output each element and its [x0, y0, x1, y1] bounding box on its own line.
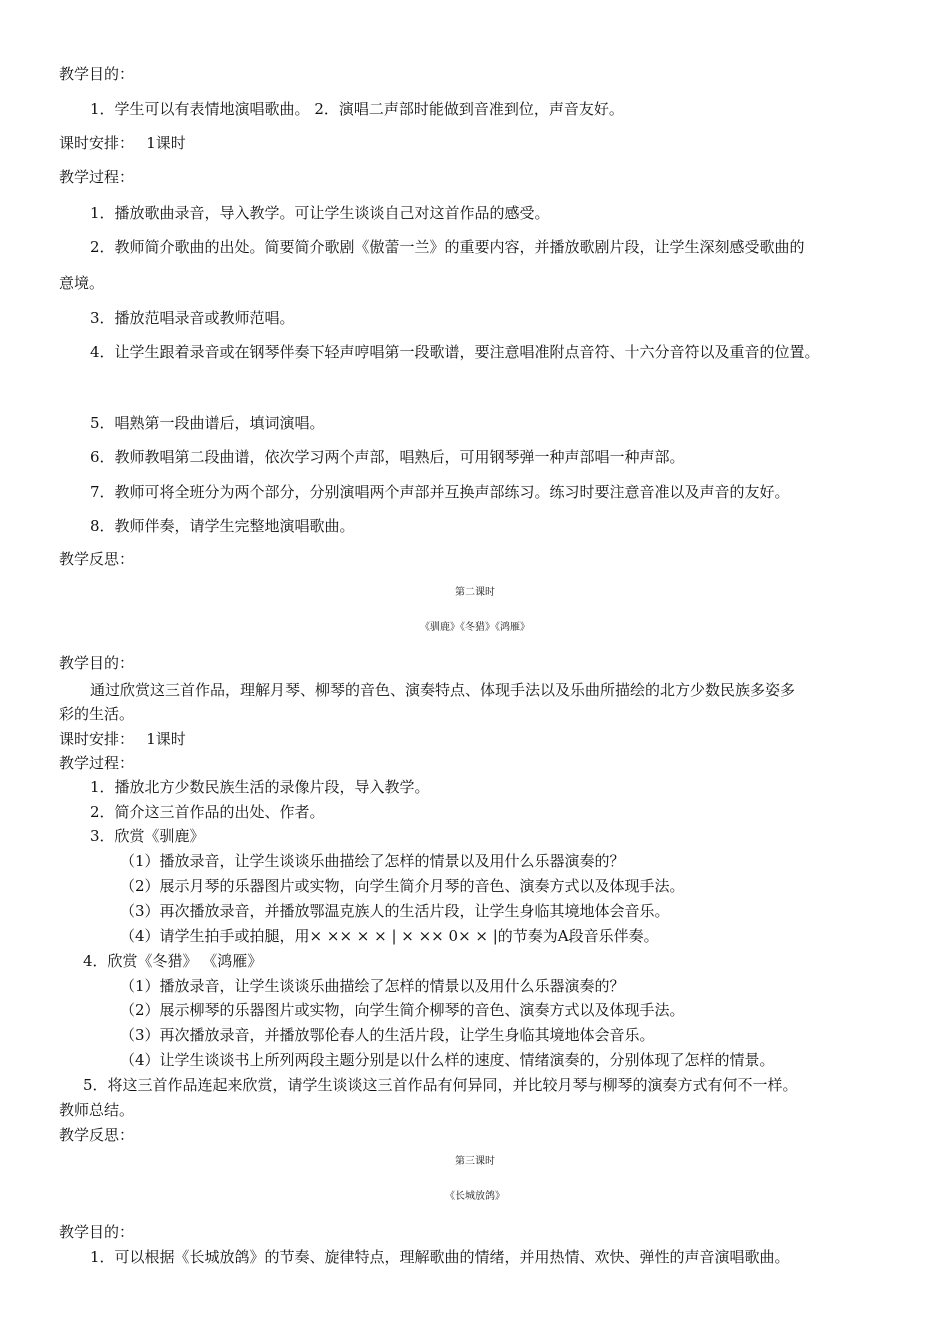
section1-step: 7．教师可将全班分为两个部分，分别演唱两个声部并互换声部练习。练习时要注意音准以及声音的友好。 — [90, 483, 790, 501]
section1-goal-label: 教学目的： — [59, 65, 135, 83]
section2-goal-text-continued: 彩的生活。 — [59, 705, 135, 723]
section2-title: 《驯鹿》《冬猎》《鸿雁》 — [420, 622, 530, 633]
section2-line: 1．播放北方少数民族生活的录像片段，导入教学。 — [90, 778, 430, 796]
section1-step: 8．教师伴奏，请学生完整地演唱歌曲。 — [90, 517, 355, 535]
section2-subline: （1）播放录音，让学生谈谈乐曲描绘了怎样的情景以及用什么乐器演奏的？ — [120, 977, 625, 995]
section2-line: 3．欣赏《驯鹿》 — [90, 827, 205, 845]
section2-subline: （4）让学生谈谈书上所列两段主题分别是以什么样的速度、情绪演奏的，分别体现了怎样的情景。 — [120, 1051, 775, 1069]
section2-subline: （3）再次播放录音，并播放鄂伦春人的生活片段，让学生身临其境地体会音乐。 — [120, 1026, 655, 1044]
section2-heading: 第二课时 — [455, 587, 495, 598]
section2-rhythm-line: （4）请学生拍手或拍腿，用× ×× × × | × ×× 0× × |的节奏为A段音乐伴奏。 — [120, 927, 659, 945]
section1-schedule: 课时安排： 1课时 — [59, 134, 186, 152]
section2-subline: （3）再次播放录音，并播放鄂温克族人的生活片段，让学生身临其境地体会音乐。 — [120, 902, 670, 920]
section2-line: 2．简介这三首作品的出处、作者。 — [90, 803, 325, 821]
section2-reflection: 教学反思： — [59, 1126, 135, 1144]
section1-step: 1．播放歌曲录音，导入教学。可让学生谈谈自己对这首作品的感受。 — [90, 204, 550, 222]
section1-step: 5．唱熟第一段曲谱后，填词演唱。 — [90, 414, 325, 432]
section1-step: 4．让学生跟着录音或在钢琴伴奏下轻声哼唱第一段歌谱，要注意唱准附点音符、十六分音符以及重音的位置。 — [90, 343, 820, 361]
section1-step: 2．教师简介歌曲的出处。简要简介歌剧《傲蕾一兰》的重要内容，并播放歌剧片段，让学生深刻感受歌曲的 — [90, 238, 805, 256]
section3-heading: 第三课时 — [455, 1156, 495, 1167]
section2-process-label: 教学过程： — [59, 754, 135, 772]
section1-process-label: 教学过程： — [59, 168, 135, 186]
section2-subline: （2）展示月琴的乐器图片或实物，向学生简介月琴的音色、演奏方式以及体现手法。 — [120, 877, 685, 895]
section1-step: 3．播放范唱录音或教师范唱。 — [90, 309, 295, 327]
section2-goal-label: 教学目的： — [59, 654, 135, 672]
section1-step: 6．教师教唱第二段曲谱，依次学习两个声部，唱熟后，可用钢琴弹一种声部唱一种声部。 — [90, 448, 685, 466]
section1-step-continued: 意境。 — [59, 274, 105, 292]
section3-title: 《长城放鸽》 — [445, 1191, 505, 1202]
section1-goal-line: 1．学生可以有表情地演唱歌曲。 2．演唱二声部时能做到音准到位，声音友好。 — [90, 100, 624, 118]
section2-subline: （1）播放录音，让学生谈谈乐曲描绘了怎样的情景以及用什么乐器演奏的？ — [120, 852, 625, 870]
section2-line: 4．欣赏《冬猎》 《鸿雁》 — [83, 952, 263, 970]
section2-schedule: 课时安排： 1课时 — [59, 730, 186, 748]
section2-subline: （2）展示柳琴的乐器图片或实物，向学生简介柳琴的音色、演奏方式以及体现手法。 — [120, 1001, 685, 1019]
section1-reflection: 教学反思： — [59, 550, 135, 568]
section2-summary: 教师总结。 — [59, 1101, 135, 1119]
section3-goal-label: 教学目的： — [59, 1223, 135, 1241]
section2-line: 5．将这三首作品连起来欣赏，请学生谈谈这三首作品有何异同，并比较月琴与柳琴的演奏方式有何不一样。 — [83, 1076, 798, 1094]
section2-goal-text: 通过欣赏这三首作品，理解月琴、柳琴的音色、演奏特点、体现手法以及乐曲所描绘的北方少数民族多姿多 — [90, 681, 796, 699]
section3-goal-line: 1．可以根据《长城放鸽》的节奏、旋律特点，理解歌曲的情绪，并用热情、欢快、弹性的声音演唱歌曲。 — [90, 1248, 790, 1266]
